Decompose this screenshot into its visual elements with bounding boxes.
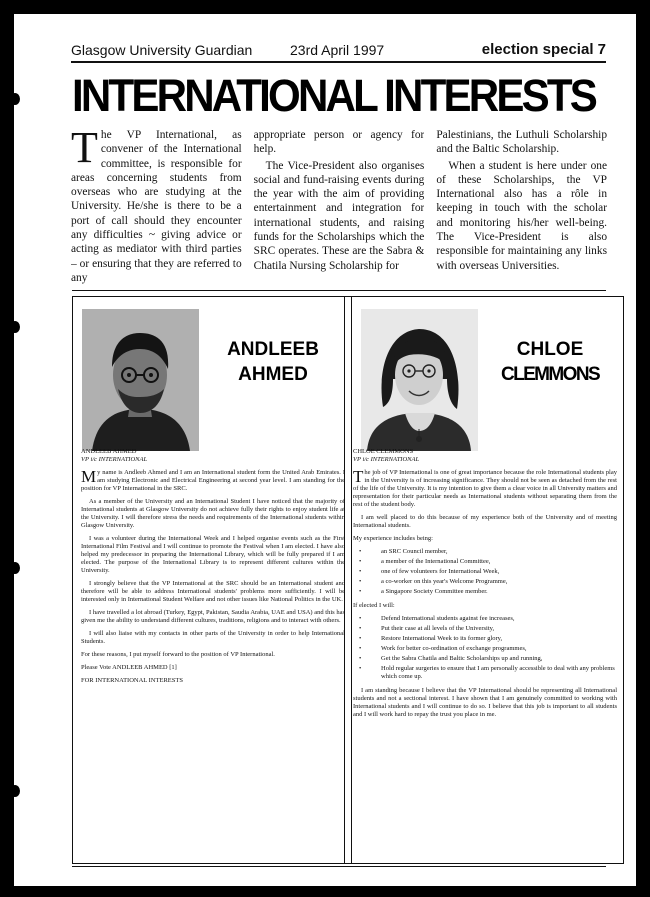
statement-paragraph: I was a volunteer during the International Week and I helped organise events such as the First International Film Festival and I will continue to promote the Festival when I am elected. I have also helped my predecessor in preparing the International Library, which will be fully prepared if I am elected. The purpose of the International Library is to represent different cultures within the University.: [81, 535, 345, 574]
statement-paragraph: For these reasons, I put myself forward to the position of VP International.: [81, 651, 275, 658]
candidate-box-chloe-clemmons: [344, 296, 624, 864]
statement-paragraph: My experience includes being:: [353, 535, 433, 542]
name-line: ANDLEEB: [227, 339, 319, 360]
list-item: • Get the Sabra Chatila and Baltic Scholarships up and running,: [373, 655, 617, 663]
candidate-statement: [353, 448, 617, 724]
statement-paragraph: y name is Andleeb Ahmed and I am an International student form the United Arab Emirates. I am studying Electronic and Electrical Engineering at second year level. I am standing for the position for VP International in the SRC.: [81, 469, 345, 492]
intro-text: appropriate person or agency for help.: [253, 129, 425, 156]
list-item: • Defend International students against fee increases,: [373, 615, 617, 623]
intro-dropcap: T: [71, 128, 98, 172]
list-item: • one of few volunteers for International Week,: [373, 568, 617, 576]
candidate-label-role: VP i/c INTERNATIONAL: [353, 456, 420, 463]
list-item: • a co-worker on this year's Welcome Programme,: [373, 578, 617, 586]
candidate-box-andleeb-ahmed: [72, 296, 352, 864]
name-line: CLEMMONS: [500, 364, 600, 385]
list-item: • Hold regular surgeries to ensure that I am personally accessible to deal with any problems which come up.: [373, 665, 617, 681]
statement-paragraph: As a member of the University and an International Student I have noticed that the majority of International students at Glasgow University do not achieve fully their rights to enjoy student life at the University. I will therefore stress the needs and requirements of the International students within Glasgow University.: [81, 498, 345, 529]
list-item: • an SRC Council member,: [373, 548, 617, 556]
list-item: • a member of the International Committee,: [373, 558, 617, 566]
column-rule: [72, 290, 606, 291]
candidate-photo: [361, 309, 478, 451]
page-headline: INTERNATIONAL INTERESTS: [72, 70, 596, 121]
list-item: • Work for better co-ordination of exchange programmes,: [373, 645, 617, 653]
intro-column-2: [254, 128, 425, 288]
issue-date: 23rd April 1997: [290, 42, 385, 58]
candidate-statement: [81, 448, 345, 690]
intro-text: The Vice-President also organises social and fund-raising events during the year with the aim of providing entertainment and integration for international students, and raising funds for the Scholarships which the SRC operates. These are the Sabra & Chatila Nursing Scholarship for: [253, 159, 425, 272]
statement-dropcap: T: [353, 467, 364, 486]
list-item: • Restore International Week to its former glory,: [373, 635, 617, 643]
intro-article: [71, 128, 607, 288]
intro-text: he VP International, as convener of the International committee, is responsible for areas concerning students from overseas who are studying at the University. He/she is there to be a port of call should they encounter any difficulties ~ giving advice or acting as mediator with third parties – or ensuring that they are referred to any: [71, 129, 242, 284]
footer-rule: [72, 866, 606, 867]
list-item: • a Singapore Society Committee member.: [373, 588, 617, 596]
candidate-name-heading: [213, 337, 333, 387]
list-item: • Put their case at all levels of the University,: [373, 625, 617, 633]
publication-name: Glasgow University Guardian: [71, 42, 253, 58]
punch-hole: [14, 93, 20, 105]
punch-hole: [14, 785, 20, 797]
punch-hole: [14, 321, 20, 333]
candidate-label-role: VP i/c INTERNATIONAL: [81, 456, 148, 463]
section-label: election special 7: [481, 41, 606, 58]
statement-paragraph: FOR INTERNATIONAL INTERESTS: [81, 677, 183, 684]
candidate-name-heading: [487, 337, 613, 387]
statement-paragraph: I have travelled a lot abroad (Turkey, Egypt, Pakistan, Saudia Arabia, UAE and USA) and this has given me the ability to understand different cultures, traditions, religions and to interact with others.: [81, 609, 345, 624]
name-line: CHLOE: [516, 339, 584, 360]
punch-hole: [14, 562, 20, 574]
header-rule: [71, 61, 606, 63]
statement-paragraph: I strongly believe that the VP International at the SRC should be an International student and therefore will be able to address International students' problems more sufficiently. I will be interested only in International Student Welfare and not other issues like National Politics in the UK.: [81, 580, 345, 603]
statement-paragraph: he job of VP International is one of great importance because the role International students play in the University is of increasing significance. They should not be seen as detached from the rest of the life of the University. It is my intention to give them a clear voice in all University matters and representation for their particular needs as International students without separating them from the rest of the student body.: [353, 469, 617, 508]
statement-paragraph: If elected I will:: [353, 602, 395, 609]
intro-column-1: [71, 128, 242, 288]
candidate-label-name: ANDLEEB AHMED: [81, 448, 137, 455]
intro-text: When a student is here under one of these Scholarships, the VP International also has a rôle in keeping in touch with the scholar and monitoring his/her well-being. The Vice-President is also responsible for maintaining any links with overseas Universities.: [436, 159, 608, 272]
statement-dropcap: M: [81, 467, 97, 486]
statement-paragraph: I am standing because I believe that the VP International should be representing all International students and not a sectional interest. I have shown that I am genuinely committed to working with International students and I will continue to do so. I believe that this job is important to all students and I will work hard to repay the trust you place in me.: [353, 687, 617, 718]
statement-paragraph: I will also liaise with my contacts in other parts of the University in order to help International Students.: [81, 630, 345, 645]
candidate-label-name: CHLOE CLEMMONS: [353, 448, 414, 455]
name-line: AHMED: [238, 364, 308, 385]
experience-list: [353, 548, 617, 596]
statement-paragraph: Please Vote ANDLEEB AHMED [1]: [81, 664, 177, 671]
pledge-list: [353, 615, 617, 681]
intro-column-3: [436, 128, 607, 288]
newspaper-page: [14, 14, 636, 886]
candidate-photo: [82, 309, 199, 451]
statement-paragraph: I am well placed to do this because of my experience both of the University and of meeting International students.: [353, 514, 617, 529]
intro-text: Palestinians, the Luthuli Scholarship and the Baltic Scholarship.: [436, 129, 608, 156]
